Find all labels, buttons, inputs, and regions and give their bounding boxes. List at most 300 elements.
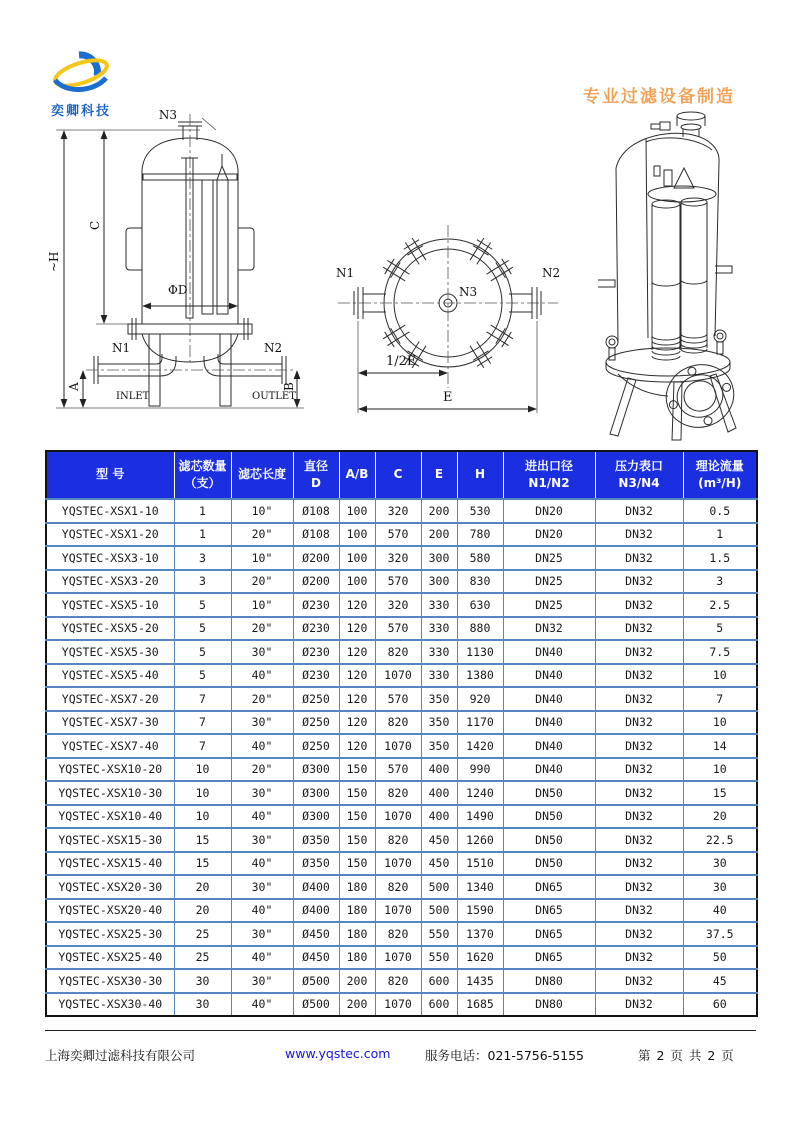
cell: 25 (174, 946, 231, 970)
cell: 1070 (375, 734, 421, 758)
cell: 3 (174, 570, 231, 594)
col-header: 滤芯长度 (231, 451, 293, 499)
cell: 10" (231, 546, 293, 570)
cell: 600 (421, 969, 457, 993)
cell: DN40 (503, 711, 595, 735)
cell: 10 (174, 781, 231, 805)
cell: 2.5 (683, 593, 757, 617)
cell: DN32 (595, 499, 683, 523)
cell: DN32 (595, 969, 683, 993)
col-header: 压力表口 N3/N4 (595, 451, 683, 499)
company-logo (36, 48, 126, 119)
cell: 1685 (457, 993, 503, 1017)
table-row (46, 781, 757, 805)
cell: Ø230 (293, 640, 339, 664)
cell: YQSTEC-XSX7-20 (46, 687, 174, 711)
cell: DN20 (503, 523, 595, 547)
cell: 1070 (375, 899, 421, 923)
cell: DN50 (503, 805, 595, 829)
cell: DN32 (595, 617, 683, 641)
cell: DN25 (503, 593, 595, 617)
table-row (46, 899, 757, 923)
cell: 30 (174, 993, 231, 1017)
cell: YQSTEC-XSX25-30 (46, 922, 174, 946)
cell: DN32 (595, 922, 683, 946)
cell: 20" (231, 570, 293, 594)
cell: 7 (683, 687, 757, 711)
cell: 7.5 (683, 640, 757, 664)
table-row (46, 828, 757, 852)
cell: 0.5 (683, 499, 757, 523)
cell: YQSTEC-XSX20-30 (46, 875, 174, 899)
top-label-n3: N3 (459, 285, 478, 299)
table-row (46, 993, 757, 1017)
cell: 20 (174, 875, 231, 899)
cell: YQSTEC-XSX1-10 (46, 499, 174, 523)
cell: Ø350 (293, 852, 339, 876)
cell: 350 (421, 687, 457, 711)
cell: Ø230 (293, 617, 339, 641)
cell: DN32 (595, 758, 683, 782)
dim-label-e: E (443, 390, 453, 405)
cell: DN32 (595, 570, 683, 594)
table-row (46, 570, 757, 594)
cell: DN20 (503, 499, 595, 523)
cell: DN32 (595, 993, 683, 1017)
cell: 1490 (457, 805, 503, 829)
footer-divider (45, 1030, 756, 1031)
cell: 120 (339, 640, 375, 664)
cell: DN40 (503, 640, 595, 664)
logo-text: 奕卿科技 (50, 104, 111, 119)
table-row (46, 593, 757, 617)
cell: 120 (339, 734, 375, 758)
table-row (46, 711, 757, 735)
cell: DN65 (503, 946, 595, 970)
col-header: C (375, 451, 421, 499)
dim-label-h: ~H (47, 251, 61, 272)
cell: 570 (375, 617, 421, 641)
cell: 1.5 (683, 546, 757, 570)
cell: YQSTEC-XSX20-40 (46, 899, 174, 923)
cell: 1590 (457, 899, 503, 923)
cell: 30 (683, 875, 757, 899)
cell: Ø400 (293, 875, 339, 899)
cell: Ø300 (293, 758, 339, 782)
cell: DN65 (503, 875, 595, 899)
cell: DN32 (595, 805, 683, 829)
cell: 120 (339, 593, 375, 617)
header-row (46, 451, 757, 499)
cell: 1 (174, 523, 231, 547)
cell: YQSTEC-XSX15-30 (46, 828, 174, 852)
table-row (46, 617, 757, 641)
cell: DN32 (595, 899, 683, 923)
cell: 200 (421, 499, 457, 523)
cell: Ø400 (293, 899, 339, 923)
cell: 300 (421, 570, 457, 594)
cell: 1070 (375, 993, 421, 1017)
table-row (46, 664, 757, 688)
cell: YQSTEC-XSX5-20 (46, 617, 174, 641)
cell: YQSTEC-XSX10-40 (46, 805, 174, 829)
cell: YQSTEC-XSX30-30 (46, 969, 174, 993)
cell: YQSTEC-XSX10-30 (46, 781, 174, 805)
cell: 100 (339, 523, 375, 547)
cell: 20 (174, 899, 231, 923)
cell: 10" (231, 499, 293, 523)
top-label-n1: N1 (336, 266, 355, 280)
cell: 400 (421, 758, 457, 782)
cell: 1370 (457, 922, 503, 946)
globe-logo-icon (49, 48, 113, 94)
cell: Ø350 (293, 828, 339, 852)
cell: DN32 (595, 852, 683, 876)
col-header: 理论流量 (m³/H) (683, 451, 757, 499)
cell: 5 (683, 617, 757, 641)
cell: DN32 (595, 664, 683, 688)
table-row (46, 734, 757, 758)
cell: 120 (339, 664, 375, 688)
cell: 120 (339, 711, 375, 735)
cell: 630 (457, 593, 503, 617)
cell: Ø250 (293, 687, 339, 711)
cell: 530 (457, 499, 503, 523)
cell: 400 (421, 805, 457, 829)
cell: 600 (421, 993, 457, 1017)
cell: Ø230 (293, 593, 339, 617)
cell: 15 (174, 828, 231, 852)
cell: Ø300 (293, 805, 339, 829)
cell: DN32 (595, 593, 683, 617)
cell: DN32 (595, 711, 683, 735)
cell: 1240 (457, 781, 503, 805)
cell: 400 (421, 781, 457, 805)
cell: 880 (457, 617, 503, 641)
cell: DN32 (595, 523, 683, 547)
table-row (46, 969, 757, 993)
cell: YQSTEC-XSX5-30 (46, 640, 174, 664)
cell: Ø250 (293, 734, 339, 758)
cell: 150 (339, 828, 375, 852)
cell: 1380 (457, 664, 503, 688)
cell: DN32 (595, 875, 683, 899)
cell: 320 (375, 546, 421, 570)
cell: Ø200 (293, 546, 339, 570)
dim-label-b: B (282, 382, 296, 391)
cell: 820 (375, 711, 421, 735)
table-row (46, 687, 757, 711)
cell: 100 (339, 546, 375, 570)
cell: 1170 (457, 711, 503, 735)
cell: 500 (421, 875, 457, 899)
cell: Ø450 (293, 946, 339, 970)
front-view-drawing (47, 108, 320, 428)
cell: Ø500 (293, 969, 339, 993)
cell: 40" (231, 946, 293, 970)
cell: 100 (339, 499, 375, 523)
cell: 570 (375, 523, 421, 547)
cell: 30" (231, 711, 293, 735)
cell: 7 (174, 687, 231, 711)
cell: 25 (174, 922, 231, 946)
cell: 920 (457, 687, 503, 711)
cell: Ø230 (293, 664, 339, 688)
cell: YQSTEC-XSX3-20 (46, 570, 174, 594)
col-header: E (421, 451, 457, 499)
cell: DN50 (503, 828, 595, 852)
cell: YQSTEC-XSX7-40 (46, 734, 174, 758)
cell: 320 (375, 593, 421, 617)
cell: 20" (231, 617, 293, 641)
cell: DN25 (503, 570, 595, 594)
footer-company: 上海奕卿过滤科技有限公司 (45, 1048, 196, 1063)
cell: 10" (231, 593, 293, 617)
cell: 330 (421, 617, 457, 641)
cell: 7 (174, 734, 231, 758)
cell: YQSTEC-XSX7-30 (46, 711, 174, 735)
table-row (46, 805, 757, 829)
cell: 570 (375, 758, 421, 782)
col-header: 进出口径 N1/N2 (503, 451, 595, 499)
col-header: 型 号 (46, 451, 174, 499)
cell: 30" (231, 969, 293, 993)
cell: YQSTEC-XSX30-40 (46, 993, 174, 1017)
cell: 330 (421, 593, 457, 617)
cell: YQSTEC-XSX1-20 (46, 523, 174, 547)
cell: DN32 (595, 640, 683, 664)
cell: 100 (339, 570, 375, 594)
footer-phone: 服务电话：021-5756-5155 (425, 1048, 585, 1063)
cell: 1 (683, 523, 757, 547)
cell: 150 (339, 805, 375, 829)
cell: 580 (457, 546, 503, 570)
nozzle-label-n1: N1 (112, 341, 131, 355)
cell: 180 (339, 922, 375, 946)
table-row (46, 758, 757, 782)
table-row (46, 875, 757, 899)
col-header: 滤芯数量 （支） (174, 451, 231, 499)
cell: 780 (457, 523, 503, 547)
cell: YQSTEC-XSX5-40 (46, 664, 174, 688)
cell: 120 (339, 617, 375, 641)
cell: 1070 (375, 852, 421, 876)
nozzle-label-n3: N3 (158, 108, 177, 122)
cell: 180 (339, 946, 375, 970)
cell: DN32 (595, 687, 683, 711)
cell: Ø108 (293, 499, 339, 523)
cell: DN25 (503, 546, 595, 570)
col-header: A/B (339, 451, 375, 499)
cell: 180 (339, 899, 375, 923)
cell: 150 (339, 852, 375, 876)
col-header: 直径 D (293, 451, 339, 499)
cell: 3 (683, 570, 757, 594)
cell: 150 (339, 758, 375, 782)
cell: 14 (683, 734, 757, 758)
cell: 1260 (457, 828, 503, 852)
cell: 550 (421, 946, 457, 970)
table-row (46, 946, 757, 970)
cell: 820 (375, 875, 421, 899)
cell: 830 (457, 570, 503, 594)
cell: 30" (231, 781, 293, 805)
table-row (46, 499, 757, 523)
cell: 1435 (457, 969, 503, 993)
cell: 37.5 (683, 922, 757, 946)
cell: Ø200 (293, 570, 339, 594)
cell: 320 (375, 499, 421, 523)
cell: 990 (457, 758, 503, 782)
cell: DN65 (503, 899, 595, 923)
cell: 300 (421, 546, 457, 570)
cell: DN32 (503, 617, 595, 641)
inlet-label: INLET (116, 391, 150, 402)
cell: 500 (421, 899, 457, 923)
table-row (46, 640, 757, 664)
cell: 20" (231, 687, 293, 711)
cell: DN32 (595, 734, 683, 758)
cell: 5 (174, 617, 231, 641)
cell: 1070 (375, 805, 421, 829)
cell: DN80 (503, 969, 595, 993)
cell: 20" (231, 758, 293, 782)
cell: DN32 (595, 781, 683, 805)
table-row (46, 546, 757, 570)
cell: 30" (231, 640, 293, 664)
top-label-n2: N2 (542, 266, 561, 280)
col-header: H (457, 451, 503, 499)
cell: YQSTEC-XSX10-20 (46, 758, 174, 782)
slogan: 专业过滤设备制造 (583, 87, 735, 107)
cell: 5 (174, 664, 231, 688)
cell: YQSTEC-XSX25-40 (46, 946, 174, 970)
cell: 570 (375, 687, 421, 711)
cell: DN40 (503, 687, 595, 711)
cell: DN32 (595, 828, 683, 852)
cell: DN40 (503, 734, 595, 758)
cell: Ø300 (293, 781, 339, 805)
cell: 30" (231, 828, 293, 852)
cell: 10 (174, 758, 231, 782)
cell: 40" (231, 899, 293, 923)
nozzle-label-n2: N2 (264, 341, 283, 355)
cell: 40" (231, 805, 293, 829)
cell: 50 (683, 946, 757, 970)
cell: 40" (231, 993, 293, 1017)
front-flange (658, 356, 742, 436)
cell: 30 (174, 969, 231, 993)
cell: 40" (231, 664, 293, 688)
cell: DN40 (503, 664, 595, 688)
cell: 15 (174, 852, 231, 876)
cell: 200 (339, 969, 375, 993)
cell: YQSTEC-XSX5-10 (46, 593, 174, 617)
cell: 550 (421, 922, 457, 946)
footer-page-number: 第 2 页 共 2 页 (638, 1048, 735, 1063)
cell: 120 (339, 687, 375, 711)
cell: 820 (375, 640, 421, 664)
cell: DN50 (503, 781, 595, 805)
cell: 1420 (457, 734, 503, 758)
cell: 7 (174, 711, 231, 735)
cell: 30" (231, 922, 293, 946)
outlet-label: OUTLET (252, 391, 296, 402)
cell: 45 (683, 969, 757, 993)
cell: 10 (683, 711, 757, 735)
cell: 1070 (375, 664, 421, 688)
cell: 450 (421, 852, 457, 876)
cell: DN32 (595, 946, 683, 970)
top-view-drawing (330, 213, 565, 428)
table-row (46, 852, 757, 876)
dim-label-a: A (67, 382, 81, 391)
dim-label-half-e: 1/2E (386, 354, 417, 369)
cell: 1 (174, 499, 231, 523)
cell: Ø250 (293, 711, 339, 735)
cell: 1620 (457, 946, 503, 970)
cell: DN32 (595, 546, 683, 570)
cell: 1510 (457, 852, 503, 876)
cell: 20 (683, 805, 757, 829)
cell: DN50 (503, 852, 595, 876)
cell: 1130 (457, 640, 503, 664)
cell: 200 (339, 993, 375, 1017)
footer-website-link[interactable]: www.yqstec.com (285, 1046, 391, 1061)
cell: 200 (421, 523, 457, 547)
cell: 5 (174, 640, 231, 664)
cell: YQSTEC-XSX3-10 (46, 546, 174, 570)
cell: 1340 (457, 875, 503, 899)
dim-label-diameter: ΦD (168, 283, 188, 297)
cell: DN80 (503, 993, 595, 1017)
cell: 30" (231, 875, 293, 899)
cell: 10 (174, 805, 231, 829)
cell: 15 (683, 781, 757, 805)
cell: 820 (375, 922, 421, 946)
cell: DN40 (503, 758, 595, 782)
cell: Ø500 (293, 993, 339, 1017)
cell: Ø450 (293, 922, 339, 946)
cell: 820 (375, 828, 421, 852)
cell: 350 (421, 734, 457, 758)
cell: YQSTEC-XSX15-40 (46, 852, 174, 876)
cell: 10 (683, 664, 757, 688)
cell: Ø108 (293, 523, 339, 547)
cell: 820 (375, 781, 421, 805)
cell: DN65 (503, 922, 595, 946)
cell: 5 (174, 593, 231, 617)
cell: 180 (339, 875, 375, 899)
cell: 3 (174, 546, 231, 570)
table-row (46, 523, 757, 547)
spec-table (45, 450, 758, 1017)
cell: 20" (231, 523, 293, 547)
cell: 330 (421, 664, 457, 688)
cell: 350 (421, 711, 457, 735)
dim-label-c: C (88, 220, 102, 230)
cell: 40" (231, 734, 293, 758)
cell: 60 (683, 993, 757, 1017)
cell: 40 (683, 899, 757, 923)
cell: 330 (421, 640, 457, 664)
cell: 22.5 (683, 828, 757, 852)
cell: 450 (421, 828, 457, 852)
cell: 30 (683, 852, 757, 876)
table-row (46, 922, 757, 946)
cell: 10 (683, 758, 757, 782)
cell: 40" (231, 852, 293, 876)
